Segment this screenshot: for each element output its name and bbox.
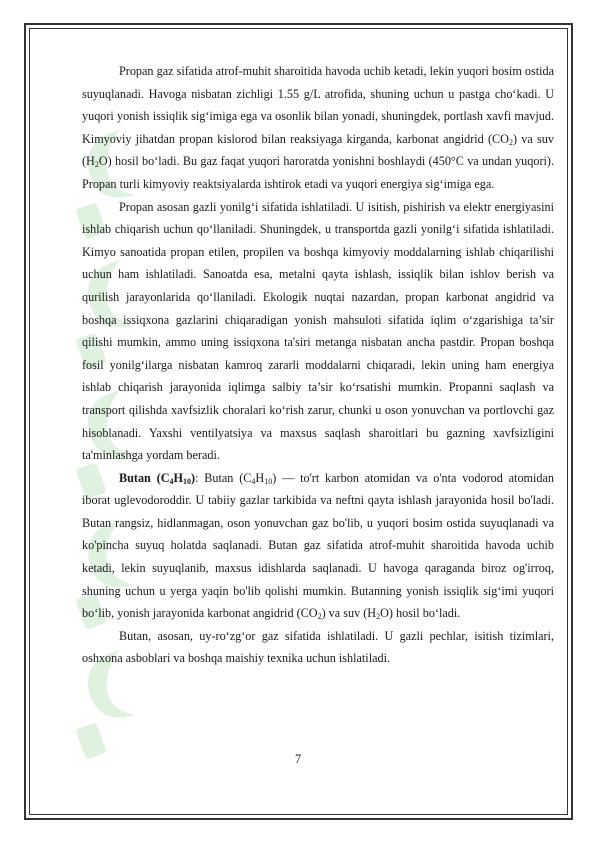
subscript-text: 2 — [94, 160, 99, 170]
subscript-text: 10 — [264, 476, 273, 486]
text-run: ) va suv (H — [82, 131, 554, 169]
text-run: Butan, asosan, uy-ro‘zg‘or gaz sifatida ishlatiladi. U gazli pechlar, isitish tizimlari, oshxona asboblari va boshqa maishiy texnika uchun ishlatiladi. — [82, 628, 554, 666]
subscript-text: 2 — [376, 612, 381, 622]
subscript-text: 4 — [169, 476, 174, 486]
document-body — [82, 60, 554, 670]
subscript-text: 10 — [183, 476, 192, 486]
paragraph-butan-definition — [82, 467, 554, 625]
paragraph-butan-usage — [82, 625, 554, 670]
subscript-text: 2 — [508, 137, 513, 147]
text-run: Propan asosan gazli yonilg‘i sifatida ishlatiladi. U isitish, pishirish va elektr energiyasini ishlab chiqarish uchun qo‘llaniladi. Shuningdek, u transportda gazli yonilg‘i sifatida ishlatiladi. Kimyo sanoatida propan etilen, propilen va boshqa kimyoviy moddalarning ishlab chiqarilishi uchun ham ishlatiladi. Sanoatda esa, metalni qayta ishlash, issiqlik bilan ishlov berish va qurilish jarayonlarida qo‘llaniladi. Ekologik nuqtai nazardan, propan karbonat angidrid va boshqa issiqxona gazlarini chiqaradigan yonish mahsuloti sifatida iqlim o‘zgarishiga ta’sir qilishi mumkin, ammo uning issiqxona ta'siri metanga nisbatan ancha pastdir. Propan boshqa fosil yonilg‘ilarga nisbatan kamroq zararli moddalarni chiqaradi, lekin uning ham energiya ishlab chiqarish jarayonida iqlimga salbiy ta’sir ko‘rsatishi mumkin. Propanni saqlash va transport qilishda xavfsizlik choralari ko‘rish zarur, chunki u oson yonuvchan va portlovchi gaz hisoblanadi. Yaxshi ventilyatsiya va maxsus saqlash sharoitlari bu gazning xavfsizligini ta'minlashga yordam beradi. — [82, 199, 554, 463]
text-run: Propan gaz sifatida atrof-muhit sharoitida havoda uchib ketadi, lekin yuqori bosim ostida suyuqlanadi. Havoga nisbatan zichligi 1.55 g/L atrofida, shuning uchun u pastga cho‘kadi. U yuqori yonish issiqlik sig‘imiga ega va osonlik bilan yonadi, shuningdek, portlash xavfi mavjud. Kimyoviy jihatdan propan kislorod bilan reaksiyaga kirganda, karbonat angidrid (CO — [82, 64, 554, 146]
text-run: H — [173, 470, 184, 485]
paragraph-propan-usage — [82, 196, 554, 467]
text-run: : Butan (C — [195, 470, 252, 485]
subscript-text: 2 — [317, 612, 322, 622]
text-run: O) hosil bo‘ladi. — [380, 606, 461, 621]
text-run: ) — [191, 470, 196, 485]
paragraph-propan-properties — [82, 60, 554, 196]
text-run: O) hosil bo‘ladi. Bu gaz faqat yuqori haroratda yonishni boshlaydi (450°C va undan yuqori). Propan turli kimyoviy reaktsiyalarda ishtirok etadi va yuqori energiya sig‘imiga ega. — [82, 154, 554, 191]
text-run: ) — to'rt karbon atomidan va o'nta vodorod atomidan iborat uglevodoroddir. U tabiiy gazlar tarkibida va neftni qayta ishlash jarayonida hosil bo'ladi. Butan rangsiz, hidlanmagan, oson yonuvchan gaz bo'lib, u yuqori bosim ostida suyuqlanadi va ko'pincha suyuq holatda saqlanadi. Butan gaz sifatida atrof-muhit sharoitida havoda uchib ketadi, lekin suyuqlanib, maxsus idishlarda saqlanadi. U havoga qaraganda biroz og'irroq, shuning uchun u yerga yaqin bo'lib qolishi mumkin. Butanning yonish issiqlik sig‘imi yuqori bo‘lib, yonish jarayonida karbonat angidrid (CO — [82, 470, 555, 621]
page-number: 7 — [294, 752, 302, 766]
text-run: H — [255, 470, 265, 485]
subscript-text: 4 — [251, 476, 256, 486]
text-run: Butan (C — [119, 470, 170, 485]
text-run: ) va suv (H — [321, 606, 377, 621]
